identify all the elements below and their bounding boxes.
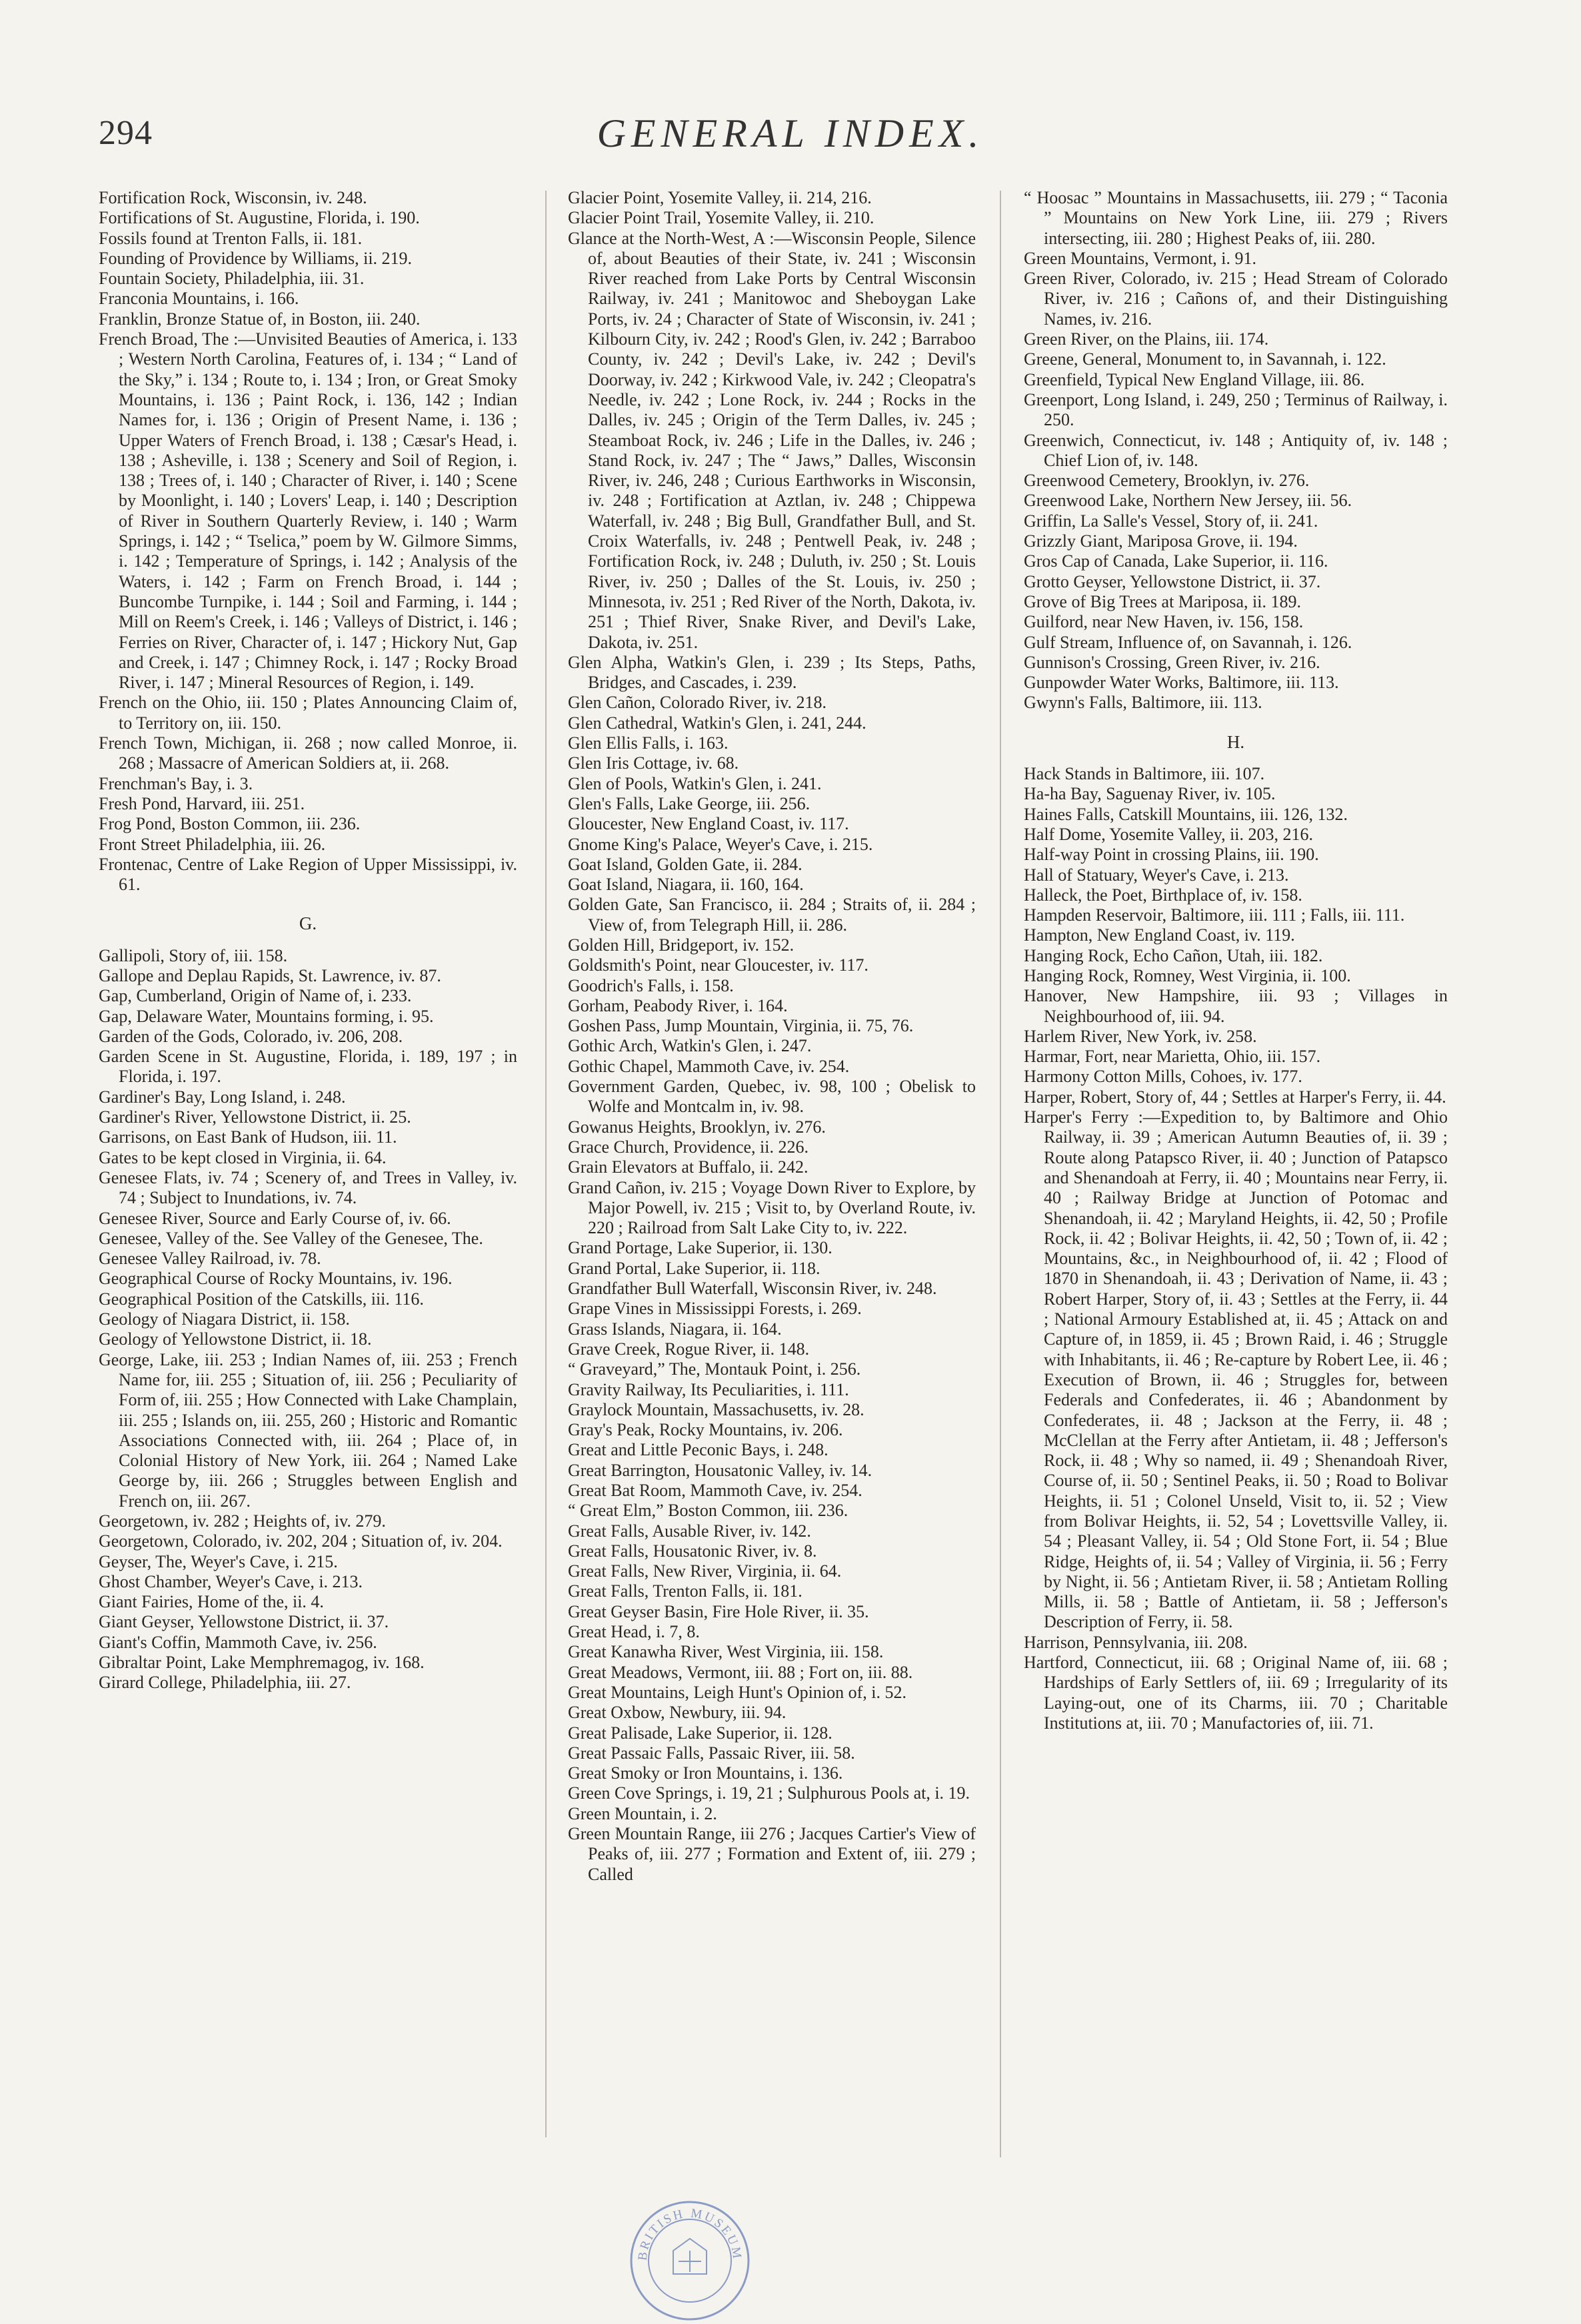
index-entry: Greenwich, Connecticut, iv. 148 ; Antiquity of, iv. 148 ; Chief Lion of, iv. 148. [1024,430,1448,470]
index-entry: Georgetown, Colorado, iv. 202, 204 ; Situation of, iv. 204. [99,1531,503,1551]
index-entry: Glacier Point, Yosemite Valley, ii. 214, 216. [568,188,872,207]
index-entry: Gunnison's Crossing, Green River, iv. 216. [1024,652,1320,672]
index-entry: Gap, Delaware Water, Mountains forming, i. 95. [99,1006,434,1026]
index-entry: Government Garden, Quebec, iv. 98, 100 ; Obelisk to Wolfe and Montcalm in, iv. 98. [568,1077,976,1117]
index-entry: Franklin, Bronze Statue of, in Boston, iii. 240. [99,309,421,329]
index-entry: Grandfather Bull Waterfall, Wisconsin River, iv. 248. [568,1279,937,1299]
index-entry: George, Lake, iii. 253 ; Indian Names of, iii. 253 ; French Name for, iii. 255 ; Situation of, iii. 256 ; Peculiarity of Form of, iii. 255 ; How Connected with Lake Champlain, iii. 255 ; Islands on, iii. 255, 260 ; Historic and Romantic Associations Connected with, iii. 264 ; Place of, in Colonial History of New York, iii. 264 ; Named Lake George by, iii. 266 ; Struggles between English and French on, iii. 267. [99,1349,517,1511]
index-entry: Frenchman's Bay, i. 3. [99,773,253,793]
index-entry: Gwynn's Falls, Baltimore, iii. 113. [1024,693,1262,713]
index-entry: Greenport, Long Island, i. 249, 250 ; Terminus of Railway, i. 250. [1024,389,1448,430]
index-entry: Gorham, Peabody River, i. 164. [568,995,788,1015]
index-entry: Glance at the North-West, A :—Wisconsin People, Silence of, about Beauties of their State, iv. 241 ; Wisconsin River reached from Lake Ports by Central Wisconsin Railway, iv. 241 ; Manitowoc and Sheboygan Lake Ports, iv. 24 ; Character of State of Wisconsin, iv. 241 ; Kilbourn City, iv. 242 ; Rood's Glen, iv. 242 ; Barraboo County, iv. 242 ; Devil's Lake, iv. 242 ; Devil's Doorway, iv. 242 ; Kirkwood Vale, iv. 242 ; Cleopatra's Needle, iv. 242 ; Lone Rock, iv. 244 ; Rocks in the Dalles, iv. 245 ; Origin of the Term Dalles, iv. 245 ; Steamboat Rock, iv. 246 ; Life in the Dalles, iv. 246 ; Stand Rock, iv. 247 ; The “ Jaws,” Dalles, Wisconsin River, iv. 246, 248 ; Curious Earthworks in Wisconsin, iv. 248 ; Fortification at Aztlan, iv. 248 ; Chippewa Waterfall, iv. 248 ; Big Bull, Grandfather Bull, and St. Croix Waterfalls, iv. 248 ; Pentwell Peak, iv. 248 ; Fortification Rock, iv. 248 ; Duluth, iv. 250 ; St. Louis River, iv. 250 ; Dalles of the St. Louis, iv. 250 ; Minnesota, iv. 251 ; Red River of the North, Dakota, iv. 251 ; Thief River, Snake River, and Devil's Lake, Dakota, iv. 251. [568,228,976,652]
index-column-2 [568,188,976,1885]
index-entry: Genesee River, Source and Early Course of, iv. 66. [99,1208,451,1228]
index-entry: Gothic Arch, Watkin's Glen, i. 247. [568,1036,812,1056]
index-column-3 [1024,188,1448,1733]
index-entry: Glacier Point Trail, Yosemite Valley, ii. 210. [568,208,874,228]
index-entry: French Town, Michigan, ii. 268 ; now called Monroe, ii. 268 ; Massacre of American Soldiers at, ii. 268. [99,733,517,773]
index-entry: “ Graveyard,” The, Montauk Point, i. 256. [568,1359,861,1379]
index-entry: Harmony Cotton Mills, Cohoes, iv. 177. [1024,1067,1302,1087]
index-entry: Gowanus Heights, Brooklyn, iv. 276. [568,1117,826,1137]
index-entry: Griffin, La Salle's Vessel, Story of, ii. 241. [1024,511,1318,531]
index-entry: Green River, on the Plains, iii. 174. [1024,329,1269,349]
index-entry: Great Smoky or Iron Mountains, i. 136. [568,1763,843,1783]
index-entry: Great Falls, New River, Virginia, ii. 64. [568,1561,842,1581]
index-entry: “ Hoosac ” Mountains in Massachusetts, iii. 279 ; “ Taconia ” Mountains on New York Line, iii. 279 ; Rivers intersecting, iii. 280 ; Highest Peaks of, iii. 280. [1024,188,1448,248]
index-entry: Green Cove Springs, i. 19, 21 ; Sulphurous Pools at, i. 19. [568,1783,970,1803]
index-entry: Fountain Society, Philadelphia, iii. 31. [99,269,365,289]
index-entry: Great Falls, Ausable River, iv. 142. [568,1521,811,1541]
index-entry: Goodrich's Falls, i. 158. [568,975,734,995]
index-entry: Glen Alpha, Watkin's Glen, i. 239 ; Its Steps, Paths, Bridges, and Cascades, i. 239. [568,652,976,693]
index-column-1 [99,188,517,1693]
page-title: GENERAL INDEX. [597,111,984,155]
index-entry: Frontenac, Centre of Lake Region of Upper Mississippi, iv. 61. [99,854,517,895]
index-entry: Glen of Pools, Watkin's Glen, i. 241. [568,773,822,793]
index-entry: Goat Island, Golden Gate, ii. 284. [568,854,802,874]
index-entry: Giant Fairies, Home of the, ii. 4. [99,1592,324,1612]
index-entry: Hampton, New England Coast, iv. 119. [1024,925,1295,945]
index-entry: French Broad, The :—Unvisited Beauties of America, i. 133 ; Western North Carolina, Features of, i. 134 ; “ Land of the Sky,” i. 134 ; Route to, i. 134 ; Iron, or Great Smoky Mountains, i. 136 ; Paint Rock, i. 136, 142 ; Indian Names for, i. 136 ; Origin of Present Name, i. 136 ; Upper Waters of French Broad, i. 138 ; Cæsar's Head, i. 138 ; Asheville, i. 138 ; Scenery and Soil of Region, i. 138 ; Trees of, i. 140 ; Character of River, i. 140 ; Scene by Moonlight, i. 140 ; Lovers' Leap, i. 140 ; Description of River in Southern Quarterly Review, i. 140 ; Warm Springs, i. 142 ; “ Tselica,” poem by W. Gilmore Simms, i. 142 ; Temperature of Springs, i. 142 ; Analysis of the Waters, i. 142 ; Farm on French Broad, i. 144 ; Buncombe Turnpike, i. 144 ; Soil and Farming, i. 144 ; Mill on Reem's Creek, i. 146 ; Valleys of District, i. 146 ; Ferries on River, Character of, i. 147 ; Hickory Nut, Gap and Creek, i. 147 ; Chimney Rock, i. 147 ; Rocky Broad River, i. 147 ; Mineral Resources of Region, i. 149. [99,329,517,693]
index-entry: Fortification Rock, Wisconsin, iv. 248. [99,188,367,207]
column-divider [1000,191,1001,2157]
index-entry: Hampden Reservoir, Baltimore, iii. 111 ; Falls, iii. 111. [1024,905,1405,925]
index-entry: Gloucester, New England Coast, iv. 117. [568,814,849,834]
index-entry: Harmar, Fort, near Marietta, Ohio, iii. 157. [1024,1047,1321,1067]
index-entry: Great Falls, Trenton Falls, ii. 181. [568,1581,802,1601]
index-entry: Fossils found at Trenton Falls, ii. 181. [99,228,363,248]
index-entry: Grand Portage, Lake Superior, ii. 130. [568,1238,832,1258]
index-entry: Frog Pond, Boston Common, iii. 236. [99,814,361,834]
index-entry: Georgetown, iv. 282 ; Heights of, iv. 279. [99,1511,386,1531]
index-entry: Golden Gate, San Francisco, ii. 284 ; Straits of, ii. 284 ; View of, from Telegraph Hill, ii. 286. [568,895,976,935]
index-entry: Great Oxbow, Newbury, iii. 94. [568,1703,787,1723]
index-entry: Harrison, Pennsylvania, iii. 208. [1024,1632,1248,1652]
index-entry: Grave Creek, Rogue River, ii. 148. [568,1339,810,1359]
index-entry: Great Mountains, Leigh Hunt's Opinion of, i. 52. [568,1682,907,1702]
index-entry: Geographical Position of the Catskills, iii. 116. [99,1289,424,1309]
index-entry: Genesee Valley Railroad, iv. 78. [99,1249,321,1269]
column-divider [545,191,547,2137]
index-entry: Gunpowder Water Works, Baltimore, iii. 113. [1024,673,1339,693]
index-entry: Harper's Ferry :—Expedition to, by Baltimore and Ohio Railway, ii. 39 ; American Autumn Beauties of, ii. 39 ; Route along Patapsco River, ii. 40 ; Junction of Patapsco and Shenandoah at Ferry, ii. 40 ; Mountains near Ferry, ii. 40 ; Railway Bridge at Junction of Potomac and Shenandoah, ii. 42 ; Maryland Heights, ii. 42, 50 ; Profile Rock, ii. 42 ; Bolivar Heights, ii. 42, 50 ; Town of, ii. 42 ; Mountains, &c., in Neighbourhood of, ii. 42 ; Flood of 1870 in Shenandoah, ii. 43 ; Derivation of Name, ii. 43 ; Robert Harper, Story of, ii. 43 ; Settles at the Ferry, ii. 44 ; National Armoury Established at, ii. 45 ; Attack on and Capture of, in 1859, ii. 45 ; Brown Raid, i. 46 ; Struggle with Inhabitants, ii. 46 ; Re-capture by Robert Lee, ii. 46 ; Execution of Brown, ii. 46 ; Struggles for, between Federals and Confederates, ii. 46 ; Abandonment by Confederates, ii. 48 ; Jackson at the Ferry, ii. 48 ; McClellan at the Ferry after Antietam, ii. 48 ; Jefferson's Rock, ii. 48 ; Why so named, ii. 49 ; Shenandoah River, Course of, ii. 50 ; Sentinel Peaks, ii. 50 ; Road to Bolivar Heights, ii. 51 ; Colonel Unseld, Visit to, ii. 52 ; View from Bolivar Heights, ii. 52, 54 ; Lovettsville Valley, ii. 54 ; Pleasant Valley, ii. 54 ; Old Stone Fort, ii. 54 ; Blue Ridge, Heights of, ii. 54 ; Valley of Virginia, ii. 56 ; Ferry by Night, ii. 56 ; Antietam River, ii. 58 ; Antietam Rolling Mills, ii. 58 ; Battle of Antietam, ii. 58 ; Jefferson's Description of Ferry, ii. 58. [1024,1107,1448,1632]
index-entry: “ Great Elm,” Boston Common, iii. 236. [568,1501,848,1521]
index-entry: Giant's Coffin, Mammoth Cave, iv. 256. [99,1632,377,1652]
index-entry: Ghost Chamber, Weyer's Cave, i. 213. [99,1571,363,1591]
museum-stamp-icon [627,2197,753,2324]
index-entry: Gravity Railway, Its Peculiarities, i. 111. [568,1379,849,1399]
index-entry: Grove of Big Trees at Mariposa, ii. 189. [1024,591,1301,611]
index-entry: Fresh Pond, Harvard, iii. 251. [99,793,305,813]
index-entry: Genesee Flats, iv. 74 ; Scenery of, and Trees in Valley, iv. 74 ; Subject to Inundations, iv. 74. [99,1167,517,1208]
index-entry: Green Mountain, i. 2. [568,1803,717,1823]
index-entry: Front Street Philadelphia, iii. 26. [99,834,326,854]
index-entry: Half-way Point in crossing Plains, iii. 190. [1024,845,1319,865]
index-entry: Goldsmith's Point, near Gloucester, iv. 117. [568,955,868,975]
index-entry: Gros Cap of Canada, Lake Superior, ii. 116. [1024,551,1328,571]
index-entry: Guilford, near New Haven, iv. 156, 158. [1024,612,1304,632]
index-entry: Ha-ha Bay, Saguenay River, iv. 105. [1024,784,1276,804]
index-entry: Gibraltar Point, Lake Memphremagog, iv. 168. [99,1653,425,1673]
index-entry: Grass Islands, Niagara, ii. 164. [568,1319,782,1339]
index-entry: Geology of Niagara District, ii. 158. [99,1309,350,1329]
index-entry: Gray's Peak, Rocky Mountains, iv. 206. [568,1420,843,1440]
index-entry: Gap, Cumberland, Origin of Name of, i. 233. [99,986,412,1006]
index-entry: Great Passaic Falls, Passaic River, iii. 58. [568,1743,855,1763]
index-entry: Gardiner's Bay, Long Island, i. 248. [99,1087,346,1107]
index-entry: Garden of the Gods, Colorado, iv. 206, 208. [99,1026,403,1046]
index-entry: Great Head, i. 7, 8. [568,1622,700,1642]
index-entry: Girard College, Philadelphia, iii. 27. [99,1673,351,1693]
index-entry: Greene, General, Monument to, in Savannah, i. 122. [1024,349,1386,369]
index-entry: Hartford, Connecticut, iii. 68 ; Original Name of, iii. 68 ; Hardships of Early Settlers of, iii. 69 ; Irregularity of its Laying-out, one of its Charms, iii. 70 ; Charitable Institutions at, iii. 70 ; Manufactories of, iii. 71. [1024,1653,1448,1733]
index-entry: Green River, Colorado, iv. 215 ; Head Stream of Colorado River, iv. 216 ; Cañons of, and their Distinguishing Names, iv. 216. [1024,269,1448,329]
index-entry: Grand Portal, Lake Superior, ii. 118. [568,1258,820,1278]
index-entry: Goshen Pass, Jump Mountain, Virginia, ii. 75, 76. [568,1016,914,1036]
index-entry: Glen Cañon, Colorado River, iv. 218. [568,693,826,713]
index-entry: Giant Geyser, Yellowstone District, ii. 37. [99,1612,389,1632]
index-entry: Greenwood Cemetery, Brooklyn, iv. 276. [1024,471,1310,491]
index-entry: Grape Vines in Mississippi Forests, i. 269. [568,1299,862,1319]
index-entry: Great and Little Peconic Bays, i. 248. [568,1440,828,1460]
index-entry: Grand Cañon, iv. 215 ; Voyage Down River to Explore, by Major Powell, iv. 215 ; Visit to, by Overland Route, iv. 220 ; Railroad from Salt Lake City to, iv. 222. [568,1177,976,1238]
section-letter: H. [1226,731,1245,752]
index-entry: Geyser, The, Weyer's Cave, i. 215. [99,1551,338,1571]
index-entry: Gardiner's River, Yellowstone District, ii. 25. [99,1107,411,1127]
index-entry: Goat Island, Niagara, ii. 160, 164. [568,875,804,895]
index-entry: Founding of Providence by Williams, ii. 219. [99,248,413,268]
index-entry: Greenwood Lake, Northern New Jersey, iii. 56. [1024,491,1352,511]
index-entry: Gulf Stream, Influence of, on Savannah, i. 126. [1024,632,1352,652]
index-entry: Grain Elevators at Buffalo, ii. 242. [568,1157,808,1177]
index-entry: Harlem River, New York, iv. 258. [1024,1026,1257,1046]
index-entry: Great Meadows, Vermont, iii. 88 ; Fort on, iii. 88. [568,1662,913,1682]
index-entry: Great Barrington, Housatonic Valley, iv. 14. [568,1460,872,1480]
index-entry: Glen's Falls, Lake George, iii. 256. [568,793,810,813]
index-entry: Geology of Yellowstone District, ii. 18. [99,1329,372,1349]
index-entry: Great Bat Room, Mammoth Cave, iv. 254. [568,1481,862,1500]
index-entry: Hanging Rock, Echo Cañon, Utah, iii. 182. [1024,945,1323,965]
index-entry: Green Mountains, Vermont, i. 91. [1024,248,1257,268]
index-entry: Hanging Rock, Romney, West Virginia, ii. 100. [1024,965,1351,985]
section-letter: G. [299,913,317,934]
index-entry: Fortifications of St. Augustine, Florida, i. 190. [99,208,420,228]
index-entry: Green Mountain Range, iii 276 ; Jacques Cartier's View of Peaks of, iii. 277 ; Formation and Extent of, iii. 279 ; Called [568,1824,976,1884]
index-entry: French on the Ohio, iii. 150 ; Plates Announcing Claim of, to Territory on, iii. 150. [99,693,517,733]
index-entry: Harper, Robert, Story of, 44 ; Settles at Harper's Ferry, ii. 44. [1024,1087,1446,1107]
index-entry: Gates to be kept closed in Virginia, ii. 64. [99,1147,387,1167]
index-entry: Garrisons, on East Bank of Hudson, iii. 11. [99,1127,397,1147]
index-entry: Grace Church, Providence, ii. 226. [568,1137,809,1157]
index-entry: Graylock Mountain, Massachusetts, iv. 28. [568,1399,864,1419]
index-entry: Glen Ellis Falls, i. 163. [568,733,729,753]
index-entry: Great Kanawha River, West Virginia, iii. 158. [568,1642,884,1662]
index-entry: Genesee, Valley of the. See Valley of the Genesee, The. [99,1228,483,1248]
index-entry: Haines Falls, Catskill Mountains, iii. 126, 132. [1024,804,1348,824]
index-entry: Hall of Statuary, Weyer's Cave, i. 213. [1024,865,1289,885]
index-entry: Glen Cathedral, Watkin's Glen, i. 241, 244. [568,713,866,733]
page-number: 294 [99,114,153,152]
index-entry: Geographical Course of Rocky Mountains, iv. 196. [99,1269,453,1289]
index-entry: Franconia Mountains, i. 166. [99,289,299,309]
index-entry: Grotto Geyser, Yellowstone District, ii. 37. [1024,571,1321,591]
index-entry: Gothic Chapel, Mammoth Cave, iv. 254. [568,1056,850,1076]
index-entry: Gallope and Deplau Rapids, St. Lawrence, iv. 87. [99,965,441,985]
index-entry: Golden Hill, Bridgeport, iv. 152. [568,935,794,955]
index-entry: Half Dome, Yosemite Valley, ii. 203, 216. [1024,824,1314,844]
index-entry: Great Geyser Basin, Fire Hole River, ii. 35. [568,1601,869,1621]
index-entry: Great Palisade, Lake Superior, ii. 128. [568,1723,832,1743]
stamp-text: BRITISH MUSEUM [635,2206,745,2261]
index-entry: Grizzly Giant, Mariposa Grove, ii. 194. [1024,531,1298,551]
index-entry: Gallipoli, Story of, iii. 158. [99,945,288,965]
index-entry: Garden Scene in St. Augustine, Florida, i. 189, 197 ; in Florida, i. 197. [99,1047,517,1087]
index-entry: Great Falls, Housatonic River, iv. 8. [568,1541,817,1561]
index-entry: Glen Iris Cottage, iv. 68. [568,753,739,773]
index-entry: Greenfield, Typical New England Village, iii. 86. [1024,369,1365,389]
index-entry: Hanover, New Hampshire, iii. 93 ; Villages in Neighbourhood of, iii. 94. [1024,986,1448,1026]
index-entry: Gnome King's Palace, Weyer's Cave, i. 215. [568,834,873,854]
index-entry: Hack Stands in Baltimore, iii. 107. [1024,764,1265,784]
index-entry: Halleck, the Poet, Birthplace of, iv. 158. [1024,885,1302,905]
